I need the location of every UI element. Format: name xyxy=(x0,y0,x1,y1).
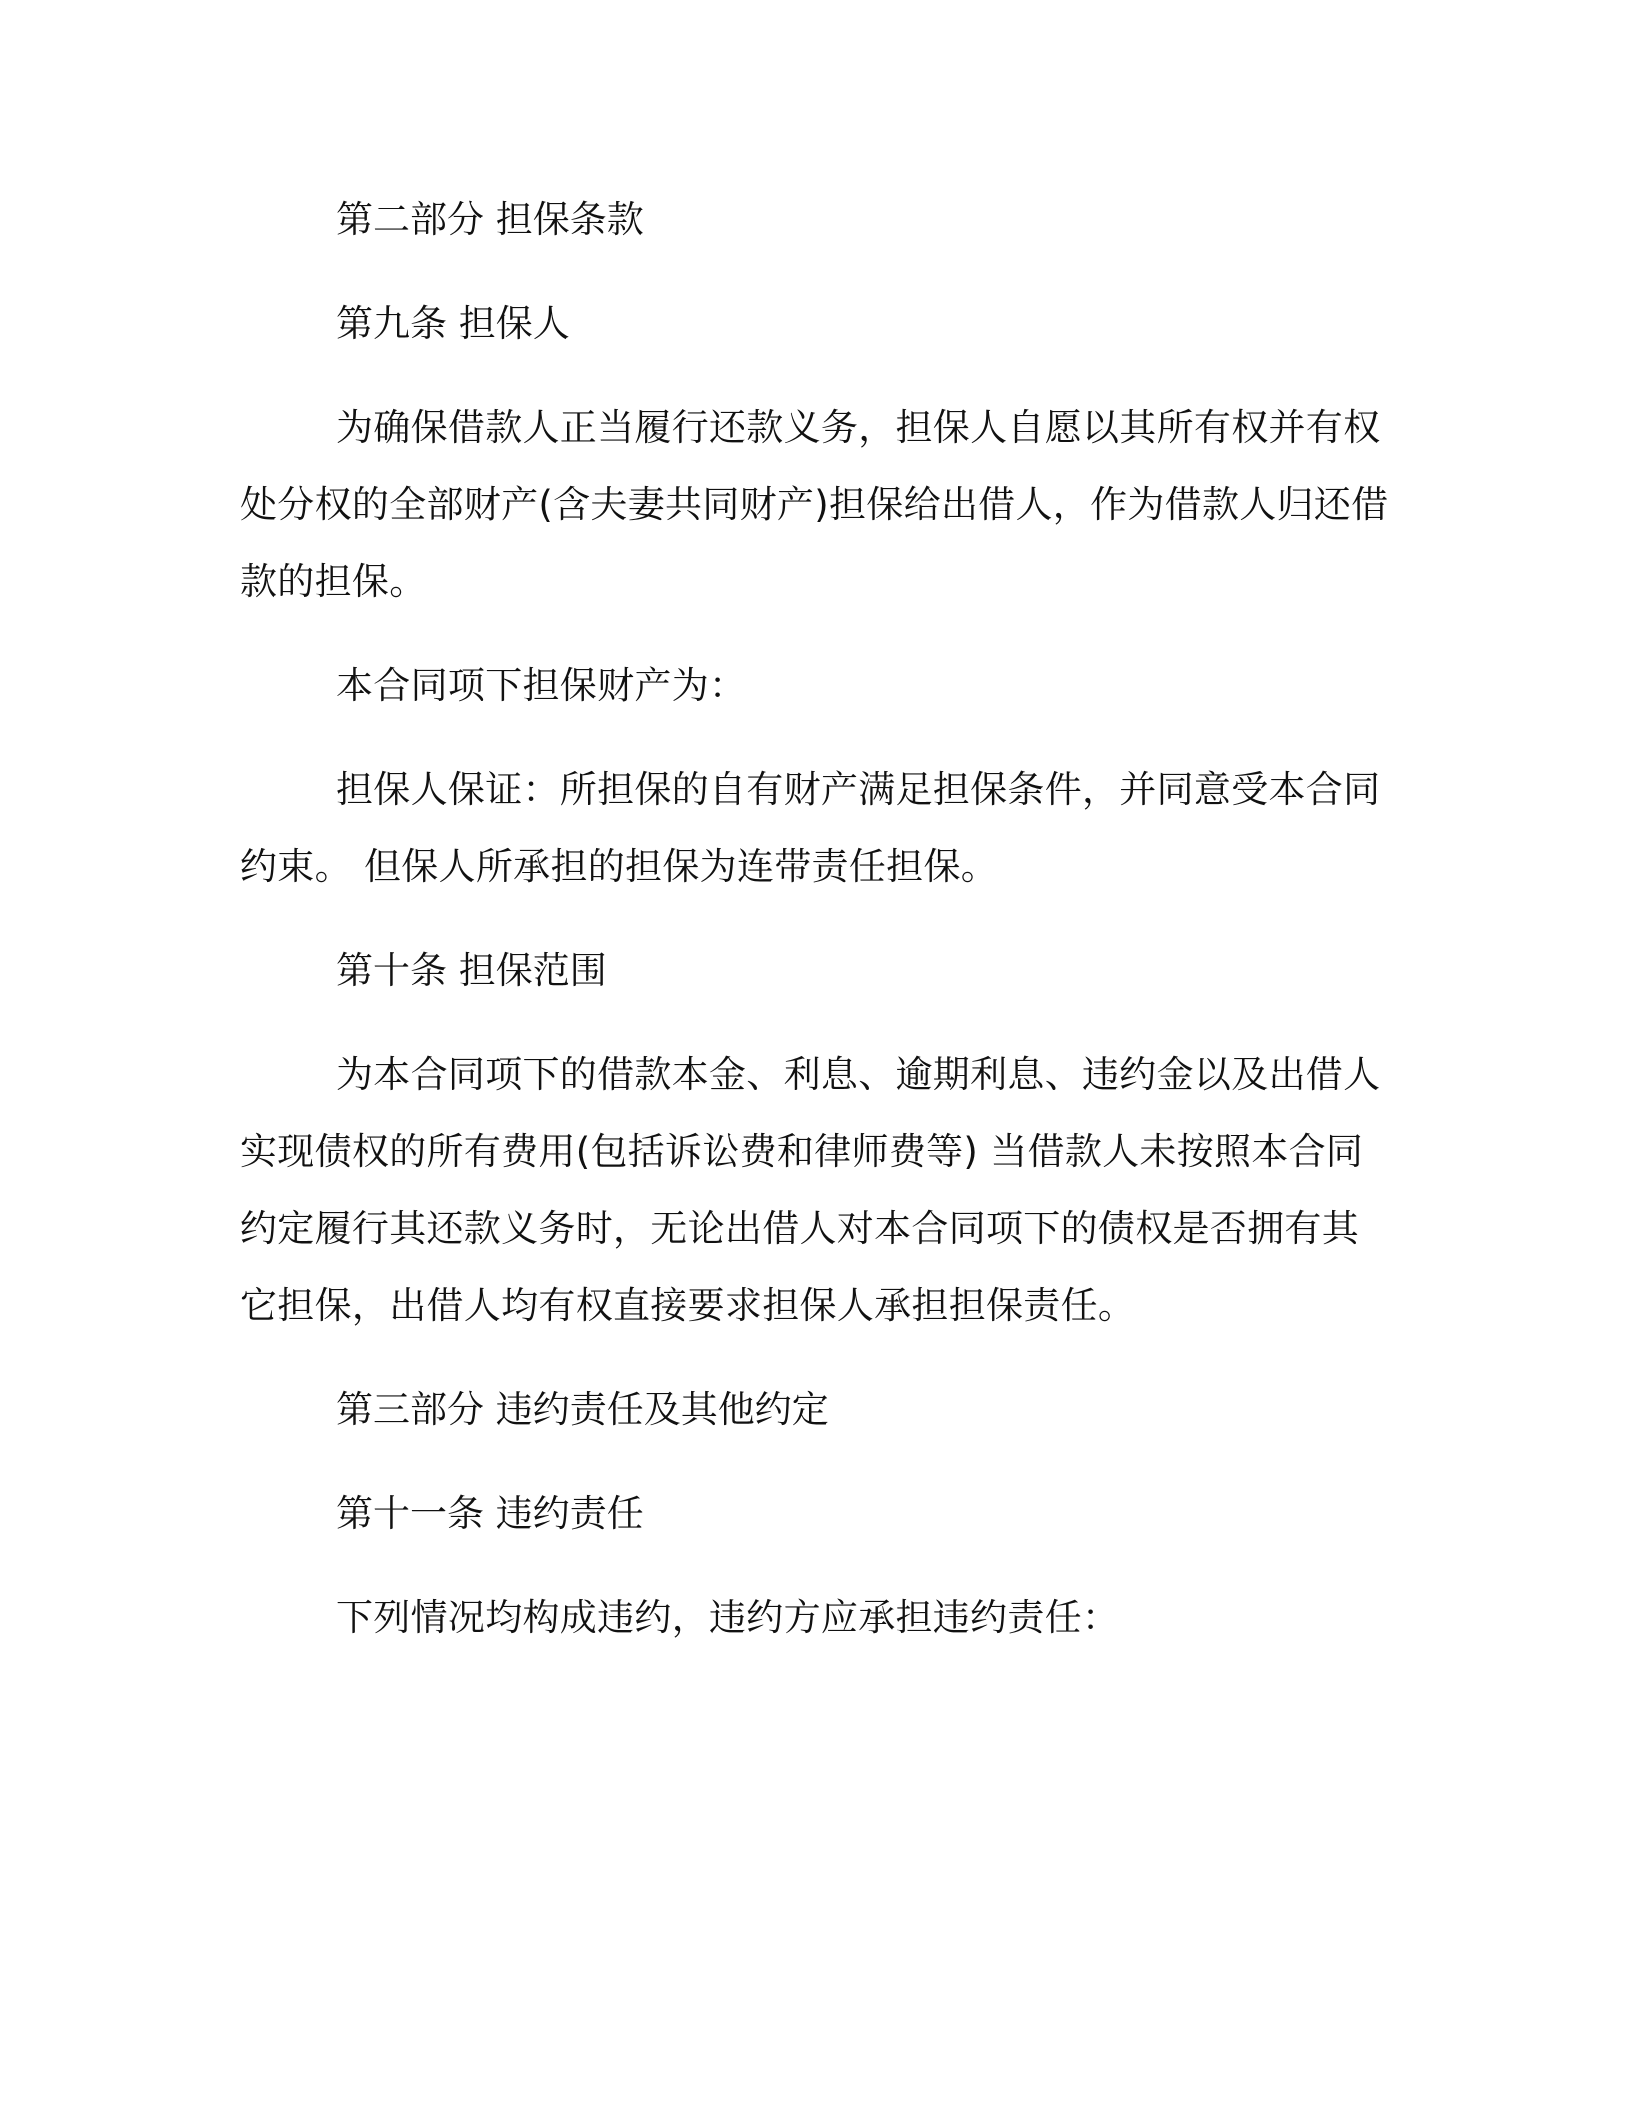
article-9-paragraph-3: 担保人保证：所担保的自有财产满足担保条件，并同意受本合同约束。 但保人所承担的担保为连带责任担保。 xyxy=(240,768,1381,888)
part-two-title: 第二部分 担保条款 xyxy=(336,198,644,241)
article-11-title: 第十一条 违约责任 xyxy=(336,1492,644,1535)
article-9-title: 第九条 担保人 xyxy=(336,302,570,345)
article-11-paragraph-1: 下列情况均构成违约，违约方应承担违约责任： xyxy=(336,1596,1120,1639)
part-three-title: 第三部分 违约责任及其他约定 xyxy=(336,1388,829,1431)
article-10-title: 第十条 担保范围 xyxy=(336,949,607,992)
article-9-paragraph-2: 本合同项下担保财产为： xyxy=(336,664,747,707)
document-body xyxy=(240,181,1390,1683)
article-9-paragraph-1: 为确保借款人正当履行还款义务，担保人自愿以其所有权并有权处分权的全部财产(含夫妻共同财产)担保给出借人，作为借款人归还借款的担保。 xyxy=(240,406,1389,603)
article-10-paragraph-1: 为本合同项下的借款本金、利息、逾期利息、违约金以及出借人实现债权的所有费用(包括诉讼费和律师费等) 当借款人未按照本合同约定履行其还款义务时，无论出借人对本合同项下的债权是否拥有其它担保，出借人均有权直接要求担保人承担担保责任。 xyxy=(240,1053,1381,1327)
